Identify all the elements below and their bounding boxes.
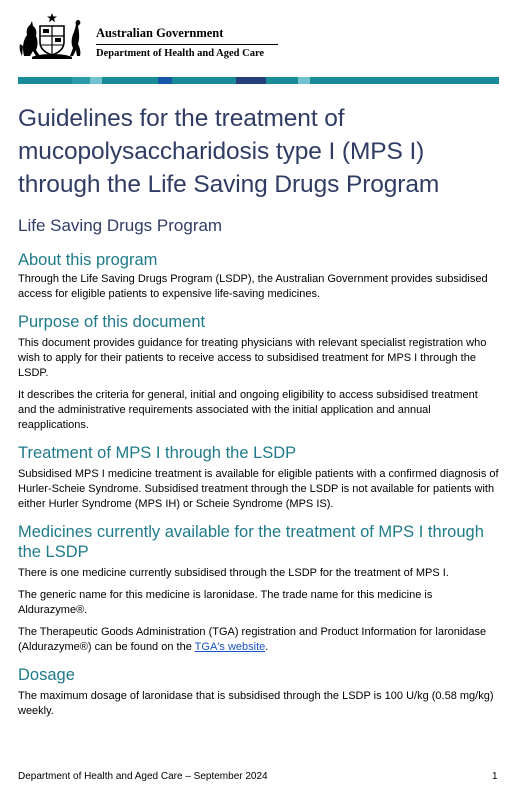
- bar-segment: [172, 77, 236, 84]
- bar-segment: [310, 77, 499, 84]
- tga-website-link[interactable]: TGA's website: [194, 641, 266, 653]
- page-number: 1: [492, 771, 498, 782]
- document-body: [18, 102, 499, 719]
- medicines-paragraph-3-text: The Therapeutic Goods Administration (TGA) registration and Product Information for laronidase (Aldurazyme®) can be found on the: [18, 626, 487, 653]
- section-heading-about: About this program: [18, 251, 158, 269]
- dosage-paragraph: The maximum dosage of laronidase that is subsidised through the LSDP is 100 U/kg (0.58 mg/kg) weekly.: [18, 690, 494, 717]
- bar-segment: [236, 77, 266, 84]
- bar-segment: [102, 77, 158, 84]
- bar-segment: [72, 77, 90, 84]
- purpose-paragraph-2: It describes the criteria for general, initial and ongoing eligibility to access subsidised treatment and the administrative requirements associated with the initial application and annual reapplications.: [18, 389, 478, 431]
- section-heading-dosage: Dosage: [18, 666, 75, 684]
- header-divider: [96, 44, 278, 45]
- page-header: [18, 12, 508, 62]
- document-title: Guidelines for the treatment of mucopolysaccharidosis type I (MPS I) through the Life Saving Drugs Program: [18, 105, 440, 198]
- bar-segment: [266, 77, 298, 84]
- decorative-color-bar: [18, 77, 499, 84]
- bar-segment: [18, 77, 72, 84]
- treatment-paragraph: Subsidised MPS I medicine treatment is available for eligible patients with a confirmed diagnosis of Hurler-Scheie Syndrome. Subsidised treatment through the LSDP is not available for patients with either Hurler Syndrome (MPS IH) or Scheie Syndrome (MPS IS).: [18, 468, 499, 510]
- footer-text: Department of Health and Aged Care – September 2024: [18, 771, 268, 782]
- medicines-paragraph-3: [18, 625, 499, 655]
- department-name: Department of Health and Aged Care: [96, 48, 265, 59]
- medicines-paragraph-2: The generic name for this medicine is laronidase. The trade name for this medicine is Aldurazyme®.: [18, 589, 433, 616]
- bar-segment: [158, 77, 172, 84]
- government-name: Australian Government: [96, 26, 224, 40]
- section-heading-treatment: Treatment of MPS I through the LSDP: [18, 444, 297, 462]
- about-paragraph: Through the Life Saving Drugs Program (LSDP), the Australian Government provides subsidised access for eligible patients to expensive life-saving medicines.: [18, 273, 488, 300]
- medicines-paragraph-3-end: .: [265, 641, 269, 653]
- medicines-paragraph-1: There is one medicine currently subsidised through the LSDP for the treatment of MPS I.: [18, 567, 449, 579]
- bar-segment: [90, 77, 102, 84]
- bar-segment: [298, 77, 310, 84]
- coat-of-arms-icon: [18, 12, 86, 60]
- section-heading-medicines: Medicines currently available for the treatment of MPS I through the LSDP: [18, 523, 484, 561]
- section-heading-purpose: Purpose of this document: [18, 313, 206, 331]
- document-subtitle: Life Saving Drugs Program: [18, 216, 223, 235]
- purpose-paragraph-1: This document provides guidance for treating physicians with relevant specialist registration who wish to apply for their patients to receive access to subsidised treatment for MPS I through the LSDP.: [18, 337, 487, 379]
